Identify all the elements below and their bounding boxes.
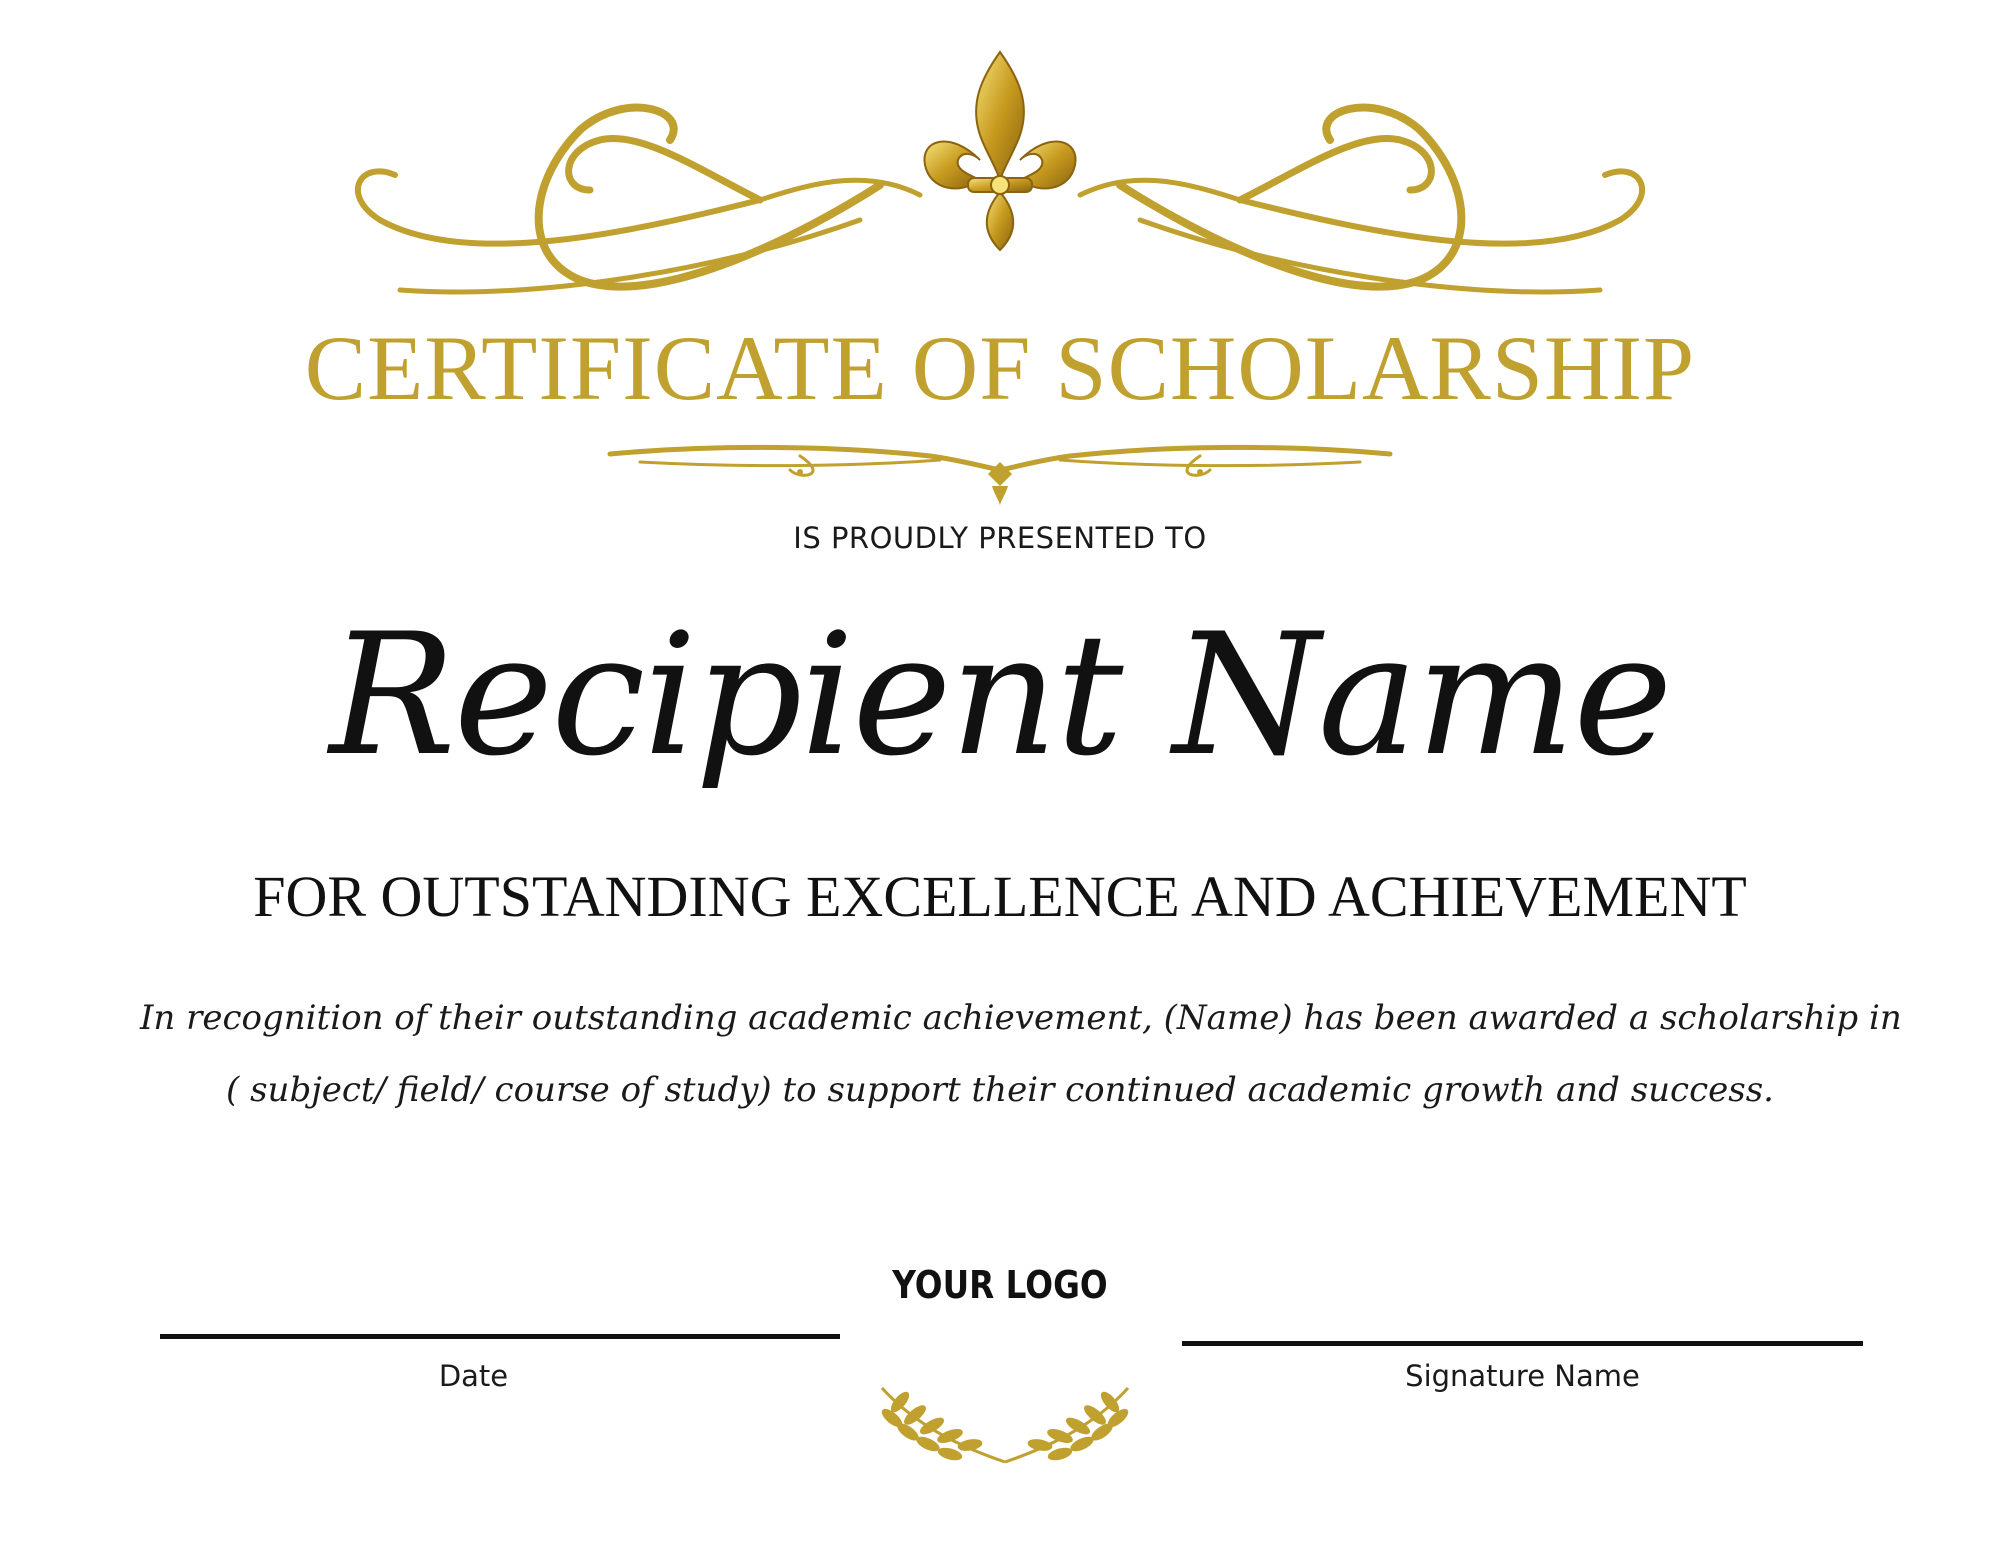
body-line: In recognition of their outstanding academic achievement, (Name) has been awarded a scholarship in — [140, 998, 1902, 1038]
date-label: Date — [438, 1359, 509, 1393]
logo-placeholder: YOUR LOGO — [892, 1263, 1108, 1307]
body-line: ( subject/ field/ course of study) to support their continued academic growth and success. — [226, 1070, 1774, 1110]
laurel-wreath-icon — [870, 1370, 1140, 1470]
recipient-name: Recipient Name — [329, 597, 1671, 793]
date-line — [160, 1334, 840, 1339]
certificate-title: CERTIFICATE OF SCHOLARSHIP — [304, 317, 1696, 419]
signature-name-label: Signature Name — [1405, 1359, 1640, 1393]
certificate-body — [140, 982, 1902, 1126]
award-subtitle: FOR OUTSTANDING EXCELLENCE AND ACHIEVEMENT — [253, 864, 1747, 929]
ornamental-divider-icon — [600, 440, 1400, 508]
presented-to-label: IS PROUDLY PRESENTED TO — [793, 521, 1207, 555]
signature-line — [1182, 1341, 1863, 1346]
fleur-de-lis-flourish-icon — [340, 50, 1660, 320]
